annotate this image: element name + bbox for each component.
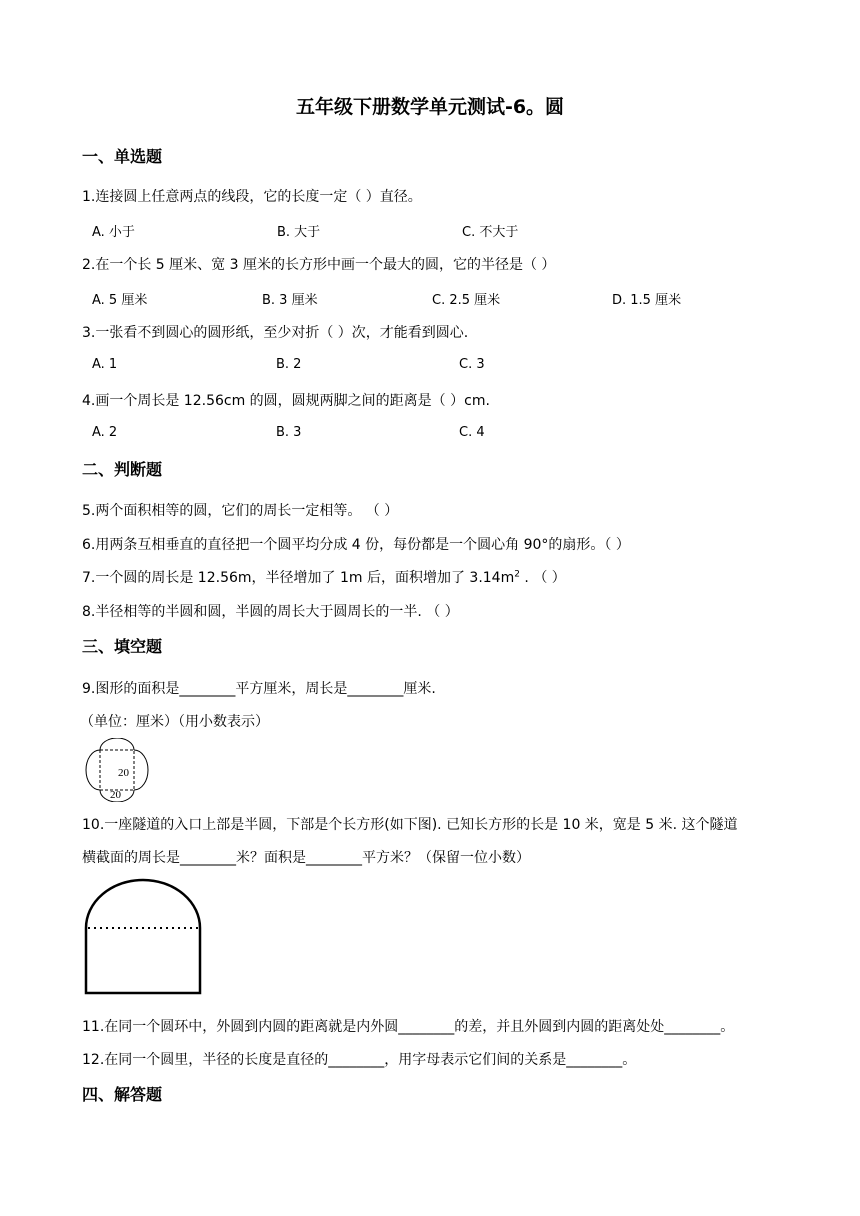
q3-option-c: C. 3 [459,357,485,372]
q4-option-b: B. 3 [276,425,302,440]
q1-option-c: C. 不大于 [462,225,519,240]
q4-option-a: A. 2 [92,425,118,440]
question-4: 4.画一个周长是 12.56cm 的圆，圆规两脚之间的距离是（ ）cm. [82,393,490,409]
q1-option-a: A. 小于 [92,225,135,240]
q2-option-b: B. 3 厘米 [262,293,318,308]
page-title: 五年级下册数学单元测试-6。圆 [295,96,565,118]
question-11: 11.在同一个圆环中，外圆到内圆的距离就是内外圆________的差，并且外圆到内圆的距离处处________。 [82,1019,735,1035]
q2-option-a: A. 5 厘米 [92,293,148,308]
section-heading-solve: 四、解答题 [82,1085,163,1104]
section-heading-fill-blank: 三、填空题 [82,637,163,656]
question-10-line-2: 横截面的周长是________米？面积是________平方米？（保留一位小数） [82,850,530,866]
section-heading-single-choice: 一、单选题 [82,147,163,166]
q3-option-a: A. 1 [92,357,118,372]
q3-option-b: B. 2 [276,357,302,372]
question-3: 3.一张看不到圆心的圆形纸，至少对折（ ）次，才能看到圆心. [82,325,469,341]
q9-figure [80,738,160,802]
question-9: 9.图形的面积是________平方厘米，周长是________厘米. [82,681,436,697]
q2-option-d: D. 1.5 厘米 [612,293,682,308]
q7-text-a: 7.一个圆的周长是 12.56m，半径增加了 1m 后，面积增加了 3.14m [82,570,515,586]
question-2: 2.在一个长 5 厘米、宽 3 厘米的长方形中画一个最大的圆，它的半径是（ ） [82,257,556,273]
question-8: 8.半径相等的半圆和圆，半圆的周长大于圆周长的一半. （ ） [82,604,459,620]
question-7 [82,567,566,587]
q2-option-c: C. 2.5 厘米 [432,293,501,308]
question-1: 1.连接圆上任意两点的线段，它的长度一定（ ）直径。 [82,189,422,205]
q4-option-c: C. 4 [459,425,485,440]
question-10-line-1: 10.一座隧道的入口上部是半圆，下部是个长方形(如下图). 已知长方形的长是 10 米，宽是 5 米. 这个隧道 [82,817,738,833]
q7-superscript: 2 [514,569,520,580]
section-heading-true-false: 二、判断题 [82,460,163,479]
q10-tunnel-figure [82,878,206,998]
q9-figure-label-side: 20 [118,767,129,779]
question-6: 6.用两条互相垂直的直径把一个圆平均分成 4 份，每份都是一个圆心角 90°的扇形。（ ） [82,537,630,553]
question-5: 5.两个面积相等的圆，它们的周长一定相等。 （ ） [82,503,399,519]
question-12: 12.在同一个圆里，半径的长度是直径的________，用字母表示它们间的关系是________。 [82,1052,637,1068]
q9-note: （单位：厘米）（用小数表示） [80,714,269,730]
q9-figure-label-bottom: 20 [110,789,121,801]
q7-text-b: . （ ） [519,570,566,586]
q1-option-b: B. 大于 [277,225,321,240]
